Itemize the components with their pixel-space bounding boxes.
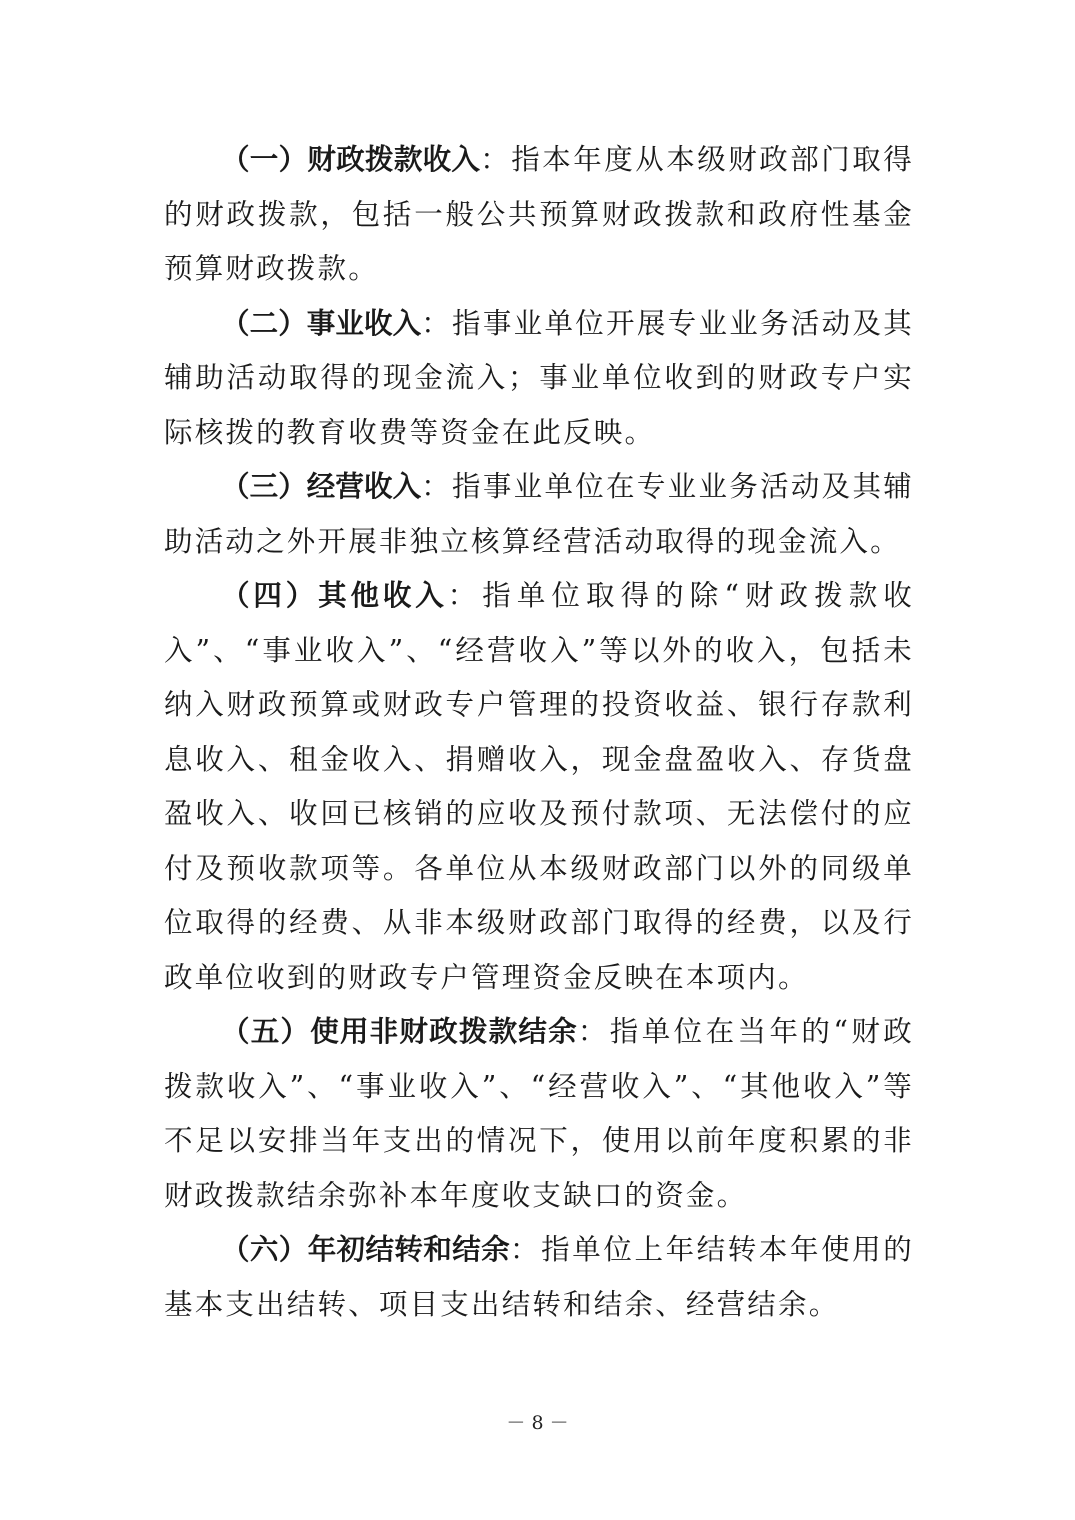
- paragraph-text: ：指本年度从本级财政部门取得的财政拨款，包括一般公共预算财政拨款和政府性基金预算财政拨款。: [164, 143, 914, 285]
- document-body: [164, 133, 914, 1332]
- paragraph-heading: （二）事业收入: [221, 306, 422, 340]
- paragraph-heading: （一）财政拨款收入: [221, 143, 481, 176]
- paragraph-text: ：指事业单位开展专业业务活动及其辅助活动取得的现金流入；事业单位收到的财政专户实际核拨的教育收费等资金在此反映。: [164, 306, 914, 449]
- paragraph-text: ：指事业单位在专业业务活动及其辅助活动之外开展非独立核算经营活动取得的现金流入。: [164, 470, 914, 558]
- paragraph-heading: （六）年初结转和结余: [221, 1233, 511, 1266]
- paragraph-fiscal-appropriation-income: [164, 133, 914, 297]
- paragraph-non-fiscal-balance: [164, 1005, 914, 1223]
- paragraph-heading: （五）使用非财政拨款结余: [221, 1015, 578, 1048]
- paragraph-text: ：指单位上年结转本年使用的基本支出结转、项目支出结转和结余、经营结余。: [164, 1233, 914, 1321]
- paragraph-heading: （三）经营收入: [221, 470, 422, 503]
- paragraph-operating-income: [164, 460, 914, 569]
- paragraph-text: ：指单位在当年的“财政拨款收入”、“事业收入”、“经营收入”、“其他收入”等不足以安排当年支出的情况下，使用以前年度积累的非财政拨款结余弥补本年度收支缺口的资金。: [164, 1015, 914, 1212]
- page-number: － 8 －: [506, 1412, 569, 1434]
- paragraph-heading: （四）其他收入: [221, 579, 448, 612]
- paragraph-institutional-income: [164, 297, 914, 461]
- paragraph-other-income: [164, 569, 914, 1005]
- paragraph-carryover-balance: [164, 1223, 914, 1332]
- paragraph-text: ：指单位取得的除“财政拨款收入”、“事业收入”、“经营收入”等以外的收入，包括未纳入财政预算或财政专户管理的投资收益、银行存款利息收入、租金收入、捐赠收入，现金盘盈收入、存货盘盈收入、收回已核销的应收及预付款项、无法偿付的应付及预收款项等。各单位从本级财政部门以外的同级单位取得的经费、从非本级财政部门取得的经费，以及行政单位收到的财政专户管理资金反映在本项内。: [164, 579, 914, 994]
